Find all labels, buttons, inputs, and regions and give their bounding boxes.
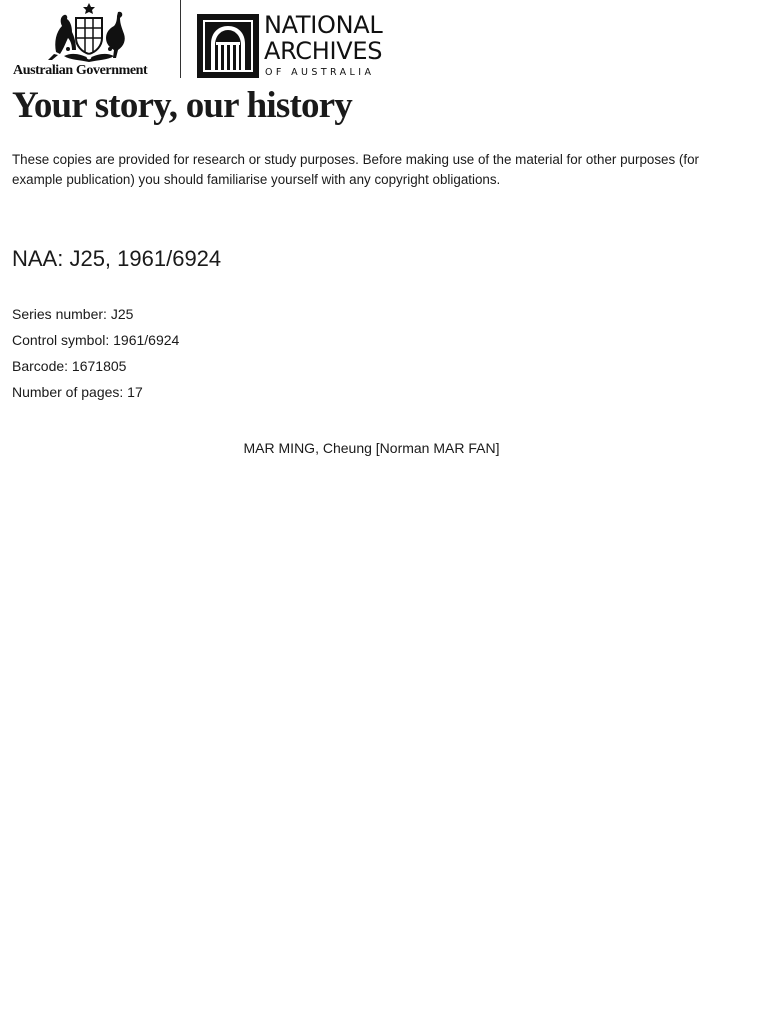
tagline: Your story, our history xyxy=(12,85,352,126)
australian-government-logo xyxy=(12,2,170,80)
series-number: Series number: J25 xyxy=(12,306,134,322)
copyright-notice: These copies are provided for research or study purposes. Before making use of the material for other purposes (for example publication) you should familiarise yourself with any copyright obligations. xyxy=(12,152,699,187)
archives-building-icon xyxy=(197,14,259,78)
control-symbol: Control symbol: 1961/6924 xyxy=(12,332,180,348)
record-metadata xyxy=(12,304,179,408)
header-divider xyxy=(180,0,181,78)
coat-of-arms-icon xyxy=(46,2,132,64)
record-reference-title: NAA: J25, 1961/6924 xyxy=(12,246,222,271)
archives-wordmark-line3: OF AUSTRALIA xyxy=(265,67,375,78)
page-count: Number of pages: 17 xyxy=(12,384,143,400)
barcode: Barcode: 1671805 xyxy=(12,358,127,374)
national-archives-logo xyxy=(197,13,397,79)
document-header xyxy=(0,0,770,82)
archives-wordmark-line2: ARCHIVES xyxy=(264,37,383,65)
australian-government-wordmark: Australian Government xyxy=(13,63,148,78)
archives-wordmark-line1: NATIONAL xyxy=(264,11,383,39)
record-item-title: MAR MING, Cheung [Norman MAR FAN] xyxy=(243,440,500,456)
